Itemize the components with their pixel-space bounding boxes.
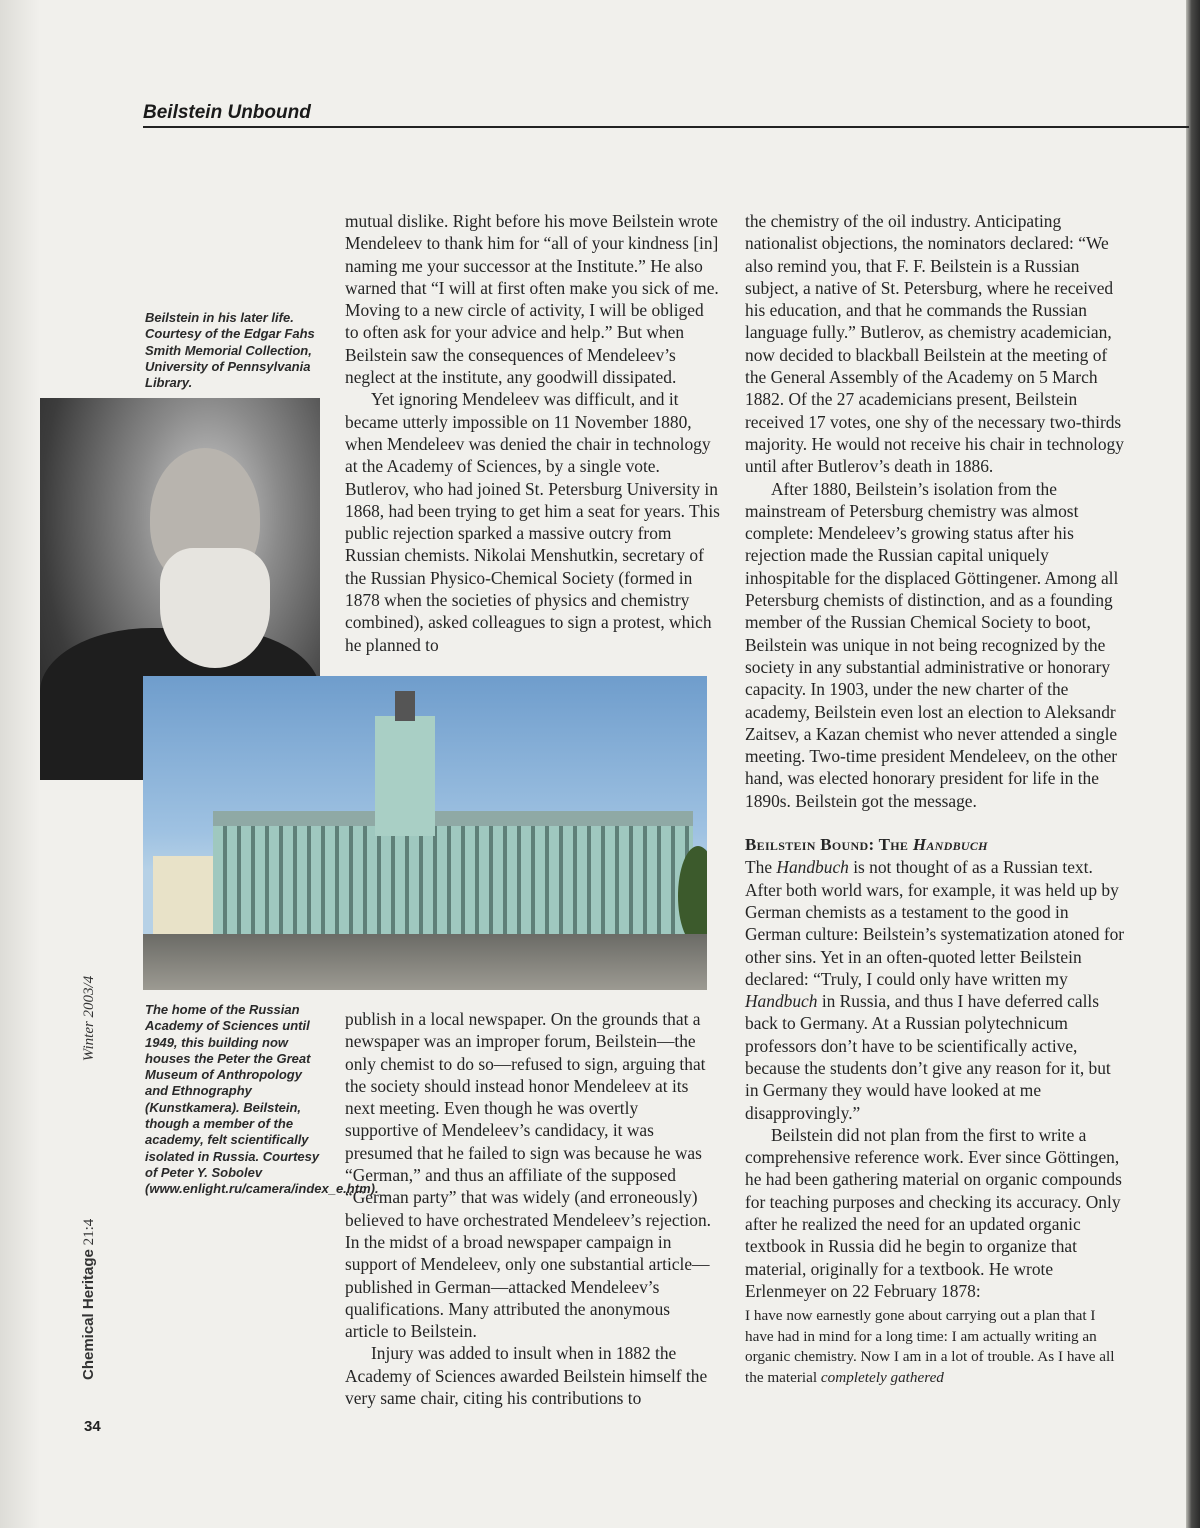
header-rule: [143, 126, 1189, 128]
paragraph: Beilstein did not plan from the first to write a comprehensive reference work. Ever since Göttingen, he had been gathering material on organic compounds for teaching purposes and checking its accuracy. Only after he realized the need for an updated organic textbook in Russia did he begin to organize that material, originally for a textbook. He wrote Erlenmeyer on 22 February 1878:: [745, 1124, 1122, 1301]
column-1-bottom: [345, 1008, 715, 1409]
building-photo: [143, 676, 707, 990]
page-number: 34: [84, 1418, 101, 1435]
column-2: [745, 210, 1125, 1388]
running-header: Beilstein Unbound: [143, 102, 311, 123]
paragraph: mutual dislike. Right before his move Beilstein wrote Mendeleev to thank him for “all of your kindness [in] naming me your successor at the Institute.” He also warned that “I will at first often make you sick of me. Moving to a new circle of activity, I will be obliged to often ask for your advice and help.” But when Beilstein saw the consequences of Mendeleev’s neglect at the institute, any goodwill dissipated.: [345, 211, 719, 388]
paragraph: Injury was added to insult when in 1882 the Academy of Sciences awarded Beilstein himself the very same chair, citing his contributions to: [345, 1343, 708, 1409]
paragraph: the chemistry of the oil industry. Anticipating nationalist objections, the nominators declared: “We also remind you, that F. F. Beilstein is a Russian subject, a native of St. Petersburg, where he received his education, and that he commands the Russian language fully.” Butlerov, as chemistry academician, now decided to blackball Beilstein at the meeting of the General Assembly of the Academy on 5 March 1882. Of the 27 academicians present, Beilstein received 17 votes, one shy of the necessary two-thirds majority. He would not receive his chair in technology until after Butlerov’s death in 1886.: [745, 211, 1124, 477]
column-1-top: [345, 210, 721, 656]
page-binding: [1186, 0, 1200, 1528]
paragraph: publish in a local newspaper. On the grounds that a newspaper was an improper forum, Beilstein—the only chemist to do so—refused to sign, arguing that the society should instead honor Mendeleev at its next meeting. Even though he was overtly supportive of Mendeleev’s candidacy, it was presumed that he failed to sign was because he was “German,” and thus an affiliate of the supposed “German party” that was widely (and erroneously) believed to have orchestrated Mendeleev’s rejection. In the midst of a broad newspaper campaign in support of Mendeleev, only one substantial article—published in German—attacked Mendeleev’s qualifications. Many attributed the anonymous article to Beilstein.: [345, 1009, 712, 1342]
paragraph: Yet ignoring Mendeleev was difficult, and it became utterly impossible on 11 November 1880, when Mendeleev was denied the chair in technology at the Academy of Sciences, by a single vote. Butlerov, who had joined St. Petersburg University in 1868, had been trying to get him a seat for years. This public rejection sparked a massive outcry from Russian chemists. Nikolai Menshutkin, secretary of the Russian Physico-Chemical Society (formed in 1878 when the societies of physics and chemistry combined), asked colleagues to sign a protest, which he planned to: [345, 389, 720, 655]
vertical-footer: Chemical Heritage 21:4 Winter 2003/4: [80, 975, 97, 1380]
paragraph: The Handbuch is not thought of as a Russian text. After both world wars, for example, it was held up by German chemists as a testament to the good in German culture: Beilstein’s systematization atoned for other sins. Yet in an often-quoted letter Beilstein declared: “Truly, I could only have written my Handbuch in Russia, and thus I have deferred calls back to Germany. At a Russian polytechnicum professors don’t have to be scientifically active, because the students don’t give any reason for it, but in Germany they would have looked at me disapprovingly.”: [745, 857, 1125, 1123]
paragraph: After 1880, Beilstein’s isolation from the mainstream of Petersburg chemistry was almost complete: Mendeleev’s growing status after his rejection made the Russian capital uniquely inhospitable for the displaced Göttingener. Among all Petersburg chemists of distinction, and as a founding member of the Russian Chemical Society to boot, Beilstein was unique in not being recognized by the society in any substantial administrative or honorary capacity. In 1903, under the new charter of the academy, Beilstein even lost an election to Aleksandr Zaitsev, a Kazan chemist who never attended a single meeting. Two-time president Mendeleev, on the other hand, was elected honorary president for life in the 1890s. Beilstein got the message.: [745, 478, 1119, 811]
building-caption: The home of the Russian Academy of Sciences until 1949, this building now houses the Peter the Great Museum of Anthropology and Ethnography (Kunstkamera). Beilstein, though a member of the academy, felt scientifically isolated in Russia. Courtesy of Peter Y. Sobolev (www.enlight.ru/camera/index_e.htm).: [145, 1002, 379, 1197]
block-quote: I have now earnestly gone about carrying out a plan that I have had in mind for a long time: I am actually writing an organic chemistry. Now I am in a lot of trouble. As I have all the material completely gathered: [745, 1307, 1115, 1386]
portrait-caption: Beilstein in his later life. Courtesy of the Edgar Fahs Smith Memorial Collection, University of Pennsylvania Library.: [145, 310, 315, 391]
page-left-edge: [0, 0, 40, 1528]
section-heading: Beilstein Bound: The Handbuch: [745, 835, 988, 855]
